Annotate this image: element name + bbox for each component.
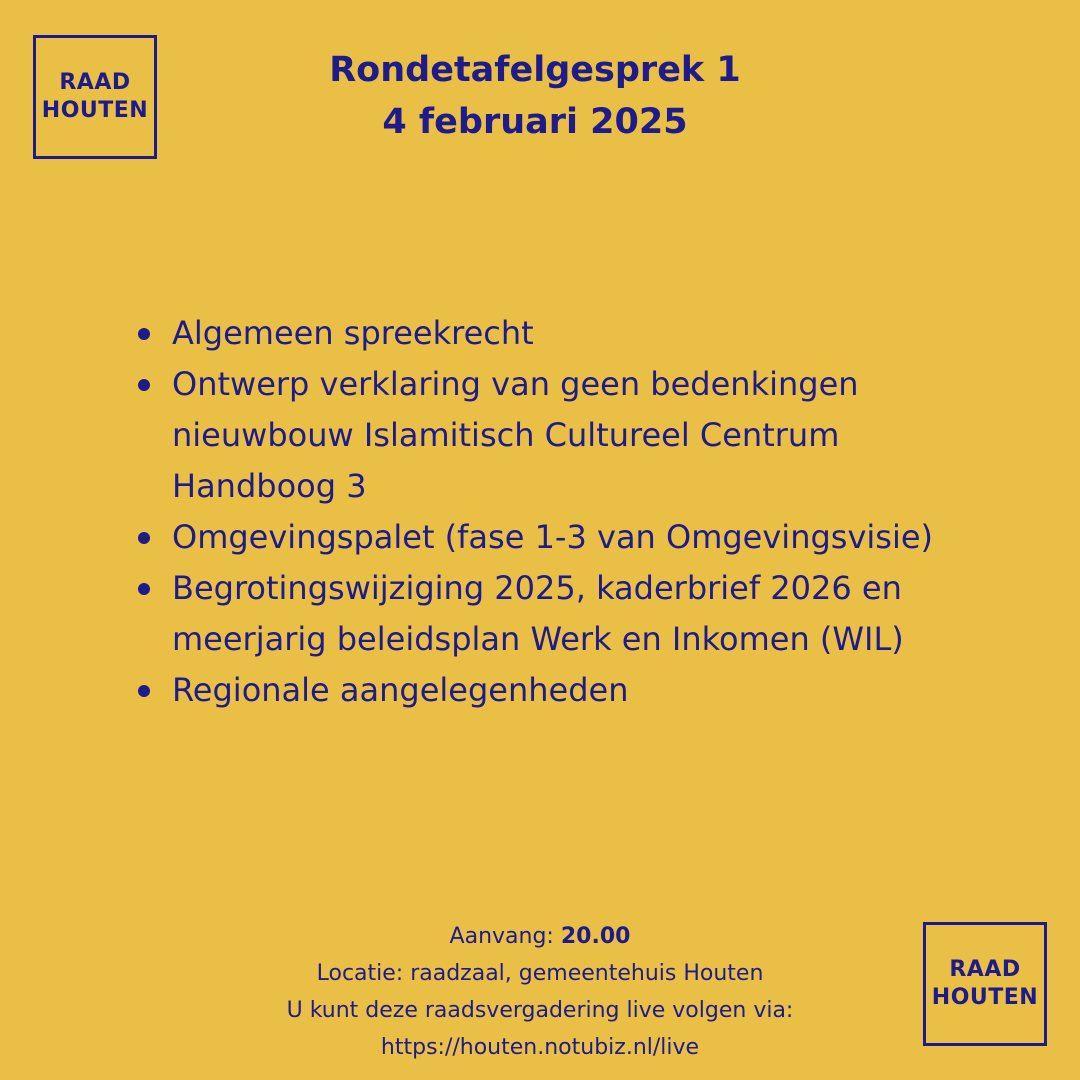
page-title: [200, 44, 870, 148]
agenda-item: [172, 665, 1052, 716]
agenda-item: [172, 308, 1052, 359]
agenda-item-text: Regionale aangelegenheden: [172, 671, 629, 709]
agenda-item-text: nieuwbouw Islamitisch Cultureel Centrum: [172, 416, 840, 454]
agenda-item: [172, 563, 1052, 665]
raad-houten-logo-top: [33, 35, 157, 159]
logo-line-houten: HOUTEN: [931, 985, 1039, 1010]
bullet-icon: [138, 379, 150, 391]
bullet-icon: [138, 685, 150, 697]
start-time-line: [220, 918, 860, 955]
livestream-line: U kunt deze raadsvergadering live volgen via:: [286, 998, 794, 1023]
logo-line-raad: RAAD: [949, 957, 1021, 982]
logo-line-houten: HOUTEN: [41, 98, 149, 123]
start-time-value: 20.00: [560, 924, 631, 949]
location-line: Locatie: raadzaal, gemeentehuis Houten: [316, 961, 764, 986]
agenda-item-text: meerjarig beleidsplan Werk en Inkomen (WIL): [172, 620, 904, 658]
agenda-item-text: Omgevingspalet (fase 1-3 van Omgevingsvisie): [172, 518, 934, 556]
bullet-icon: [138, 583, 150, 595]
agenda-item-text: Handboog 3: [172, 467, 367, 505]
title-meeting-name: Rondetafelgesprek 1: [329, 50, 741, 90]
agenda-item-text: Algemeen spreekrecht: [172, 314, 534, 352]
start-time-label: Aanvang:: [449, 924, 561, 949]
bullet-icon: [138, 328, 150, 340]
raad-houten-logo-bottom: [923, 922, 1047, 1046]
agenda-item: [172, 359, 1052, 512]
logo-line-raad: RAAD: [59, 70, 131, 95]
agenda-item-text: Begrotingswijziging 2025, kaderbrief 2026 en: [172, 569, 902, 607]
livestream-url: https://houten.notubiz.nl/live: [380, 1035, 700, 1060]
agenda-item-text: Ontwerp verklaring van geen bedenkingen: [172, 365, 859, 403]
meeting-info: [220, 918, 860, 1066]
agenda-list: [172, 308, 1052, 716]
title-meeting-date: 4 februari 2025: [382, 102, 688, 142]
agenda-item: [172, 512, 1052, 563]
bullet-icon: [138, 532, 150, 544]
